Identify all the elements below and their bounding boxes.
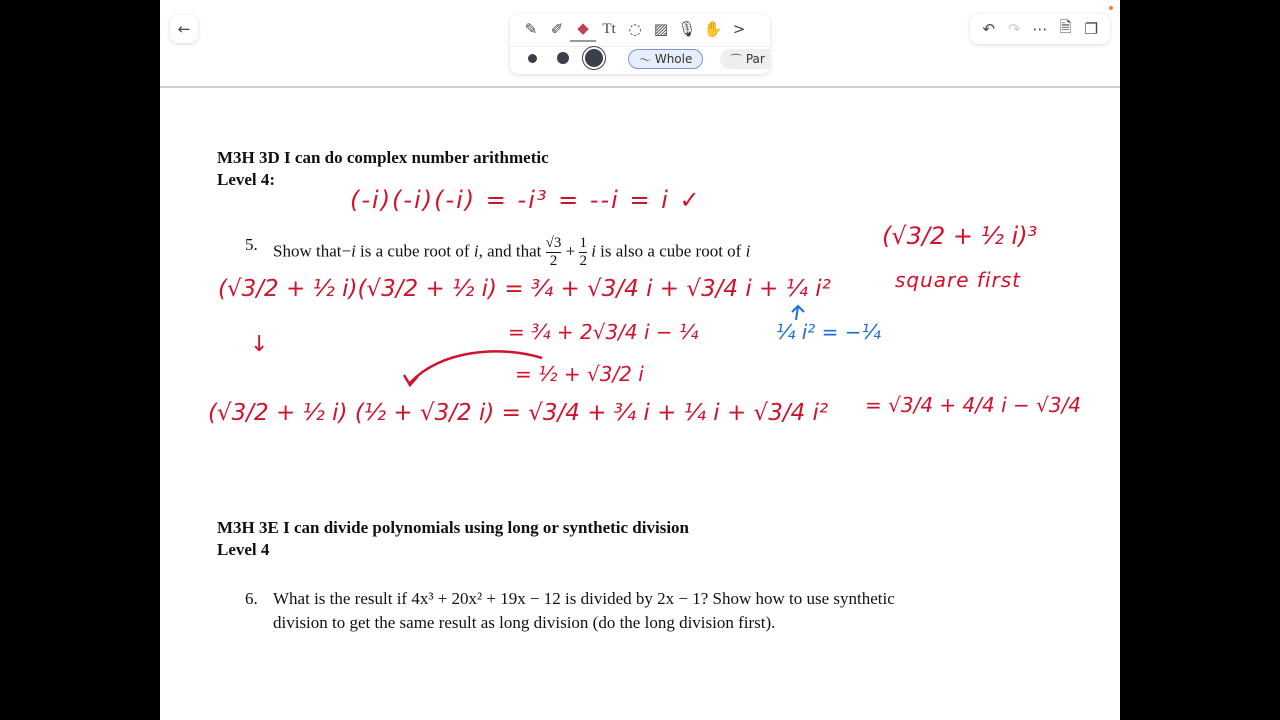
pencil-icon[interactable]: ✎ [524, 20, 538, 38]
heading-3e-level: Level 4 [217, 540, 270, 559]
q5-text: + [561, 241, 580, 261]
ink-square-simplify: = ¾ + 2√3/4 i − ¼ [508, 320, 699, 344]
question-6-number: 6. [245, 589, 258, 608]
q5-var: i [591, 241, 596, 261]
hand-icon[interactable]: ✋ [703, 20, 723, 38]
ink-cube-simplify: = √3/4 + 4/4 i − √3/4 [865, 393, 1082, 417]
mode-whole-button[interactable]: 〜 Whole [628, 49, 703, 69]
ink-down-arrow: ↓ [250, 332, 269, 357]
q5-text: is also a cube root of [595, 241, 746, 261]
heading-3e: M3H 3E I can divide polynomials using long or synthetic division [217, 518, 689, 537]
q5-var: i [473, 241, 479, 261]
ink-blue-note: ¼ i² = −¼ [776, 320, 881, 344]
mode-whole-label: Whole [654, 52, 693, 66]
eraser-icon[interactable]: ◆ [570, 16, 596, 42]
mode-partial-button[interactable]: ⌒ Par [720, 49, 770, 69]
q5-var: i [351, 241, 356, 261]
redo-icon[interactable]: ↷ [1008, 20, 1021, 38]
more-tools-icon[interactable]: > [732, 20, 746, 38]
heading-3d: M3H 3D I can do complex number arithmetic [217, 148, 549, 167]
image-icon[interactable]: ▨ [653, 20, 669, 38]
notes-page [160, 0, 1120, 720]
mode-partial-label: Par [745, 52, 765, 66]
ink-line-cube-neg-i: (-i)(-i)(-i) = -i³ = --i = i ✓ [350, 186, 702, 214]
question-6-line2: division to get the same result as long division (do the long division first). [273, 613, 776, 632]
highlighter-icon[interactable]: ✐ [550, 20, 564, 38]
ink-square-expansion: (√3/2 + ½ i)(√3/2 + ½ i) = ¾ + √3/4 i + √3/4 i + ¼ i² [218, 276, 831, 302]
export-page-icon[interactable]: 🗎 [1059, 17, 1072, 36]
more-options-icon[interactable]: ⋯ [1032, 20, 1048, 38]
q5-text: , and that [478, 241, 546, 261]
denominator: 2 [549, 253, 558, 269]
pages-icon[interactable]: ❐ [1084, 20, 1098, 38]
q5-var: i [745, 241, 751, 261]
ink-cube-expansion: (√3/2 + ½ i) (½ + √3/2 i) = √3/4 + ¾ i + ¼ i + √3/4 i² [208, 400, 829, 426]
numerator: 1 [579, 235, 587, 251]
ink-curved-arrow [160, 0, 1120, 720]
numerator: √3 [545, 235, 562, 251]
lasso-icon[interactable]: ◌ [628, 20, 642, 38]
ink-note-square-first: square first [895, 268, 1022, 292]
heading-3d-level: Level 4: [217, 170, 276, 189]
ink-square-result: = ½ + √3/2 i [515, 362, 644, 386]
microphone-icon[interactable]: 🎙 [677, 20, 697, 38]
ink-cube-expression: (√3/2 + ½ i)³ [882, 222, 1038, 250]
back-arrow-icon: ← [177, 20, 191, 38]
question-5-number: 5. [245, 235, 258, 254]
undo-icon[interactable]: ↶ [982, 20, 996, 38]
question-6-line1: What is the result if 4x³ + 20x² + 19x − 12 is divided by 2x − 1? Show how to use synthetic [273, 589, 895, 608]
text-icon[interactable]: Tt [602, 20, 616, 37]
q5-text: is a cube root of [355, 241, 474, 261]
q5-text: Show that− [273, 241, 352, 261]
denominator: 2 [579, 253, 587, 269]
